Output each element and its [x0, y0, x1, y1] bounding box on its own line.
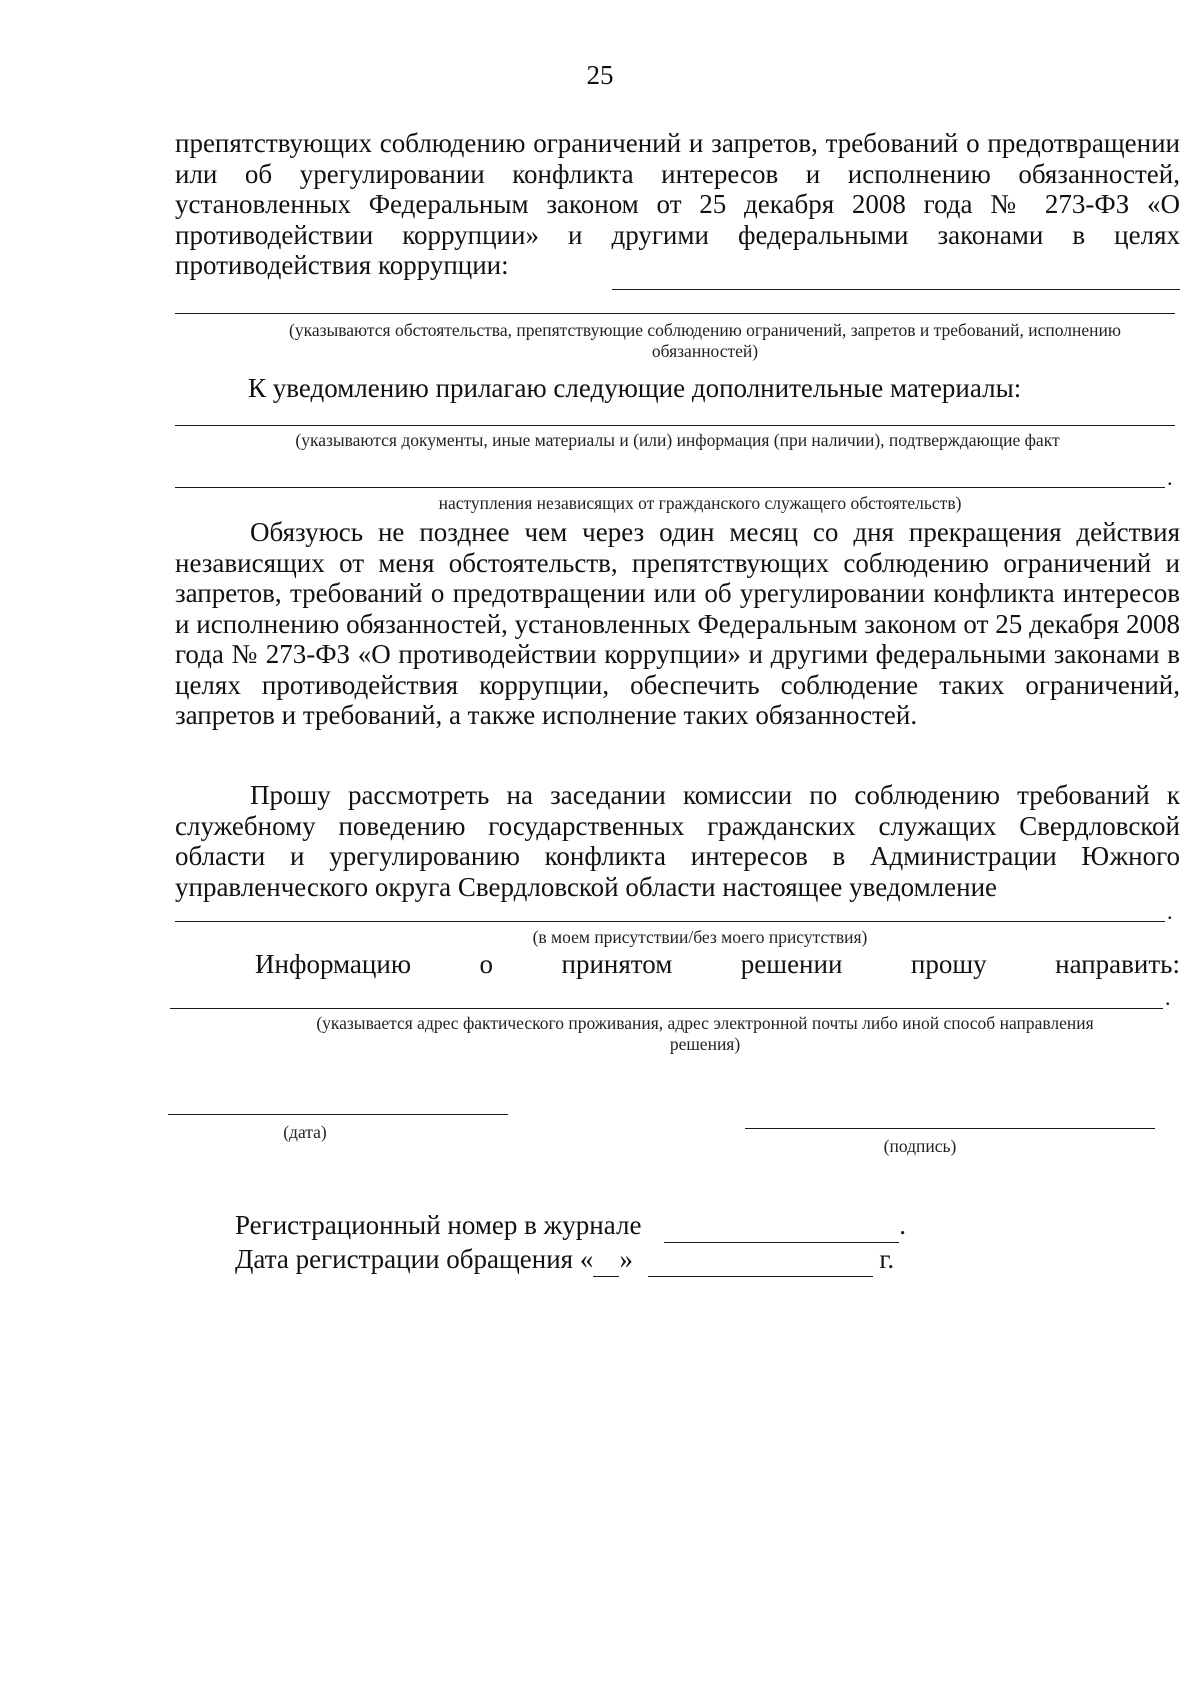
materials-fill-line-2 — [175, 487, 1165, 488]
registration-number-label: Регистрационный номер в журнале — [235, 1210, 642, 1240]
info-word-1: Информацию — [255, 949, 411, 979]
registration-number-blank — [664, 1209, 899, 1243]
signature-caption: (подпись) — [883, 1136, 957, 1156]
registration-number-row — [235, 1209, 906, 1243]
address-caption: (указывается адрес фактического проживания, адрес электронной почты либо иной способ направления решения) — [316, 1013, 1094, 1054]
info-word-2: о — [479, 949, 493, 979]
registration-date-row — [235, 1243, 894, 1277]
materials-period: . — [1167, 465, 1173, 490]
obstacles-fill-line-2 — [175, 313, 1175, 314]
date-line — [168, 1114, 508, 1115]
information-line — [175, 949, 1180, 980]
materials-heading: К уведомлению прилагаю следующие дополнительные материалы: — [248, 373, 1022, 403]
request-paragraph: Прошу рассмотреть на заседании комиссии по соблюдению требований к служебному поведению государственных гражданских служащих Свердловской области и урегулированию конфликта интересов в Администрации Южного управленческого округа Свердловской области настоящее уведомление — [175, 780, 1180, 902]
materials-caption-1: (указываются документы, иные материалы и (или) информация (при наличии), подтверждающие факт — [295, 430, 1060, 450]
obstacles-paragraph: препятствующих соблюдению ограничений и запретов, требований о предотвращении или об урегулировании конфликта интересов и исполнению обязанностей, установленных Федеральным законом от 25 декабря 2008 года № 273-ФЗ «О противодействии коррупции» и другими федеральными законами в целях противодействия коррупции: — [175, 128, 1180, 280]
obstacles-caption: (указываются обстоятельства, препятствующие соблюдению ограничений, запретов и требований, исполнению обязанностей) — [289, 320, 1121, 361]
materials-caption-2: наступления независящих от гражданского служащего обстоятельств) — [438, 493, 962, 513]
info-word-4: решении — [740, 949, 843, 979]
registration-date-label: Дата регистрации обращения « — [235, 1244, 594, 1274]
presence-period: . — [1167, 899, 1173, 924]
obstacles-fill-line-1 — [612, 289, 1180, 290]
registration-day-blank — [593, 1243, 619, 1277]
info-word-3: принятом — [561, 949, 673, 979]
obligation-paragraph: Обязуюсь не позднее чем через один месяц со дня прекращения действия независящих от меня обстоятельств, препятствующих соблюдению ограничений и запретов, требований о предотвращении или об урегулировании конфликта интересов и исполнению обязанностей, установленных Федеральным законом от 25 декабря 2008 года № 273-ФЗ «О противодействии коррупции» и другими федеральными законами в целях противодействия коррупции, обеспечить соблюдение таких ограничений, запретов и требований, а также исполнение таких обязанностей. — [175, 517, 1180, 730]
registration-year-suffix: г. — [879, 1244, 895, 1274]
registration-number-period: . — [899, 1210, 906, 1240]
address-fill-line — [170, 1008, 1163, 1009]
info-word-5: прошу — [910, 949, 987, 979]
registration-month-blank — [648, 1243, 873, 1277]
registration-date-close-quote: » — [619, 1244, 633, 1274]
address-period: . — [1165, 985, 1171, 1010]
materials-fill-line-1 — [175, 425, 1175, 426]
info-word-6: направить: — [1055, 949, 1180, 979]
presence-fill-line — [175, 921, 1165, 922]
signature-line — [745, 1128, 1155, 1129]
page-number: 25 — [586, 60, 614, 90]
presence-caption: (в моем присутствии/без моего присутствия) — [532, 927, 868, 947]
date-caption: (дата) — [283, 1122, 327, 1142]
